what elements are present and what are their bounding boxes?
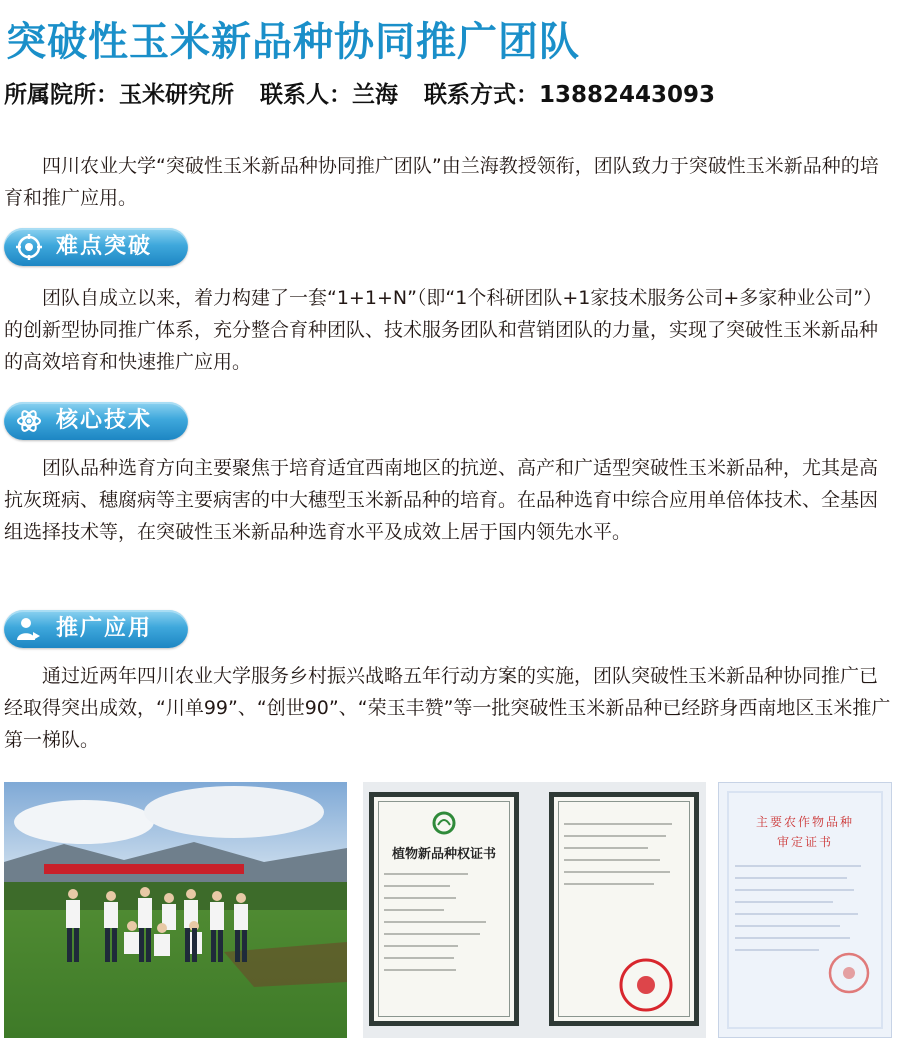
variety-rights-certificate-photo xyxy=(363,782,706,1038)
pvp-logo-icon xyxy=(432,811,456,835)
official-seal-icon xyxy=(618,957,674,1013)
section-paragraph: 团队自成立以来，着力构建了一套“1+1+N”（即“1个科研团队+1家技术服务公司+多家种业公司”）的创新型协同推广体系，充分整合育种团队、技术服务团队和营销团队的力量，实现了突破性玉米新品种的高效培育和快速推广应用。 xyxy=(4,287,883,373)
contact-line xyxy=(4,76,741,109)
section-paragraph: 通过近两年四川农业大学服务乡村振兴战略五年行动方案的实施，团队突破性玉米新品种协同推广已经取得突出成效，“川单99”、“创世90”、“荣玉丰赞”等一批突破性玉米新品种已经跻身西南地区玉米推广第一梯队。 xyxy=(4,665,891,751)
certificate-right-page xyxy=(549,792,699,1026)
section-label: 核心技术 xyxy=(56,408,153,433)
certificate-title: 主要农作物品种 xyxy=(755,815,854,829)
section-paragraph: 团队品种选育方向主要聚焦于培育适宜西南地区的抗逆、高产和广适型突破性玉米新品种，尤其是高抗灰斑病、穗腐病等主要病害的中大穗型玉米新品种的培育。在品种选育中综合应用单倍体技术、全基因组选择技术等，在突破性玉米新品种选育水平及成效上居于国内领先水平。 xyxy=(4,457,879,543)
certificate-left-page xyxy=(369,792,519,1026)
crop-approval-certificate-photo xyxy=(718,782,892,1038)
target-icon xyxy=(16,234,42,260)
section-badge-promotion xyxy=(4,610,188,648)
section-label: 难点突破 xyxy=(56,234,153,259)
institute-label: 所属院所：玉米研究所 xyxy=(4,82,234,108)
contact-person-label: 联系人：兰海 xyxy=(260,82,398,108)
intro-paragraph: 四川农业大学“突破性玉米新品种协同推广团队”由兰海教授领衔，团队致力于突破性玉米新品种的培育和推广应用。 xyxy=(4,155,879,209)
contact-info-label: 联系方式：13882443093 xyxy=(424,82,716,108)
certificate-subtitle: 审定证书 xyxy=(776,835,833,849)
section-badge-difficulty xyxy=(4,228,188,266)
section-label: 推广应用 xyxy=(56,616,153,641)
section-badge-core-tech xyxy=(4,402,188,440)
atom-icon xyxy=(16,408,42,434)
team-field-photo xyxy=(4,782,347,1038)
official-seal-icon xyxy=(827,951,871,995)
page-title: 突破性玉米新品种协同推广团队 xyxy=(6,19,580,65)
certificate-title: 植物新品种权证书 xyxy=(391,847,496,862)
user-share-icon xyxy=(16,616,42,642)
